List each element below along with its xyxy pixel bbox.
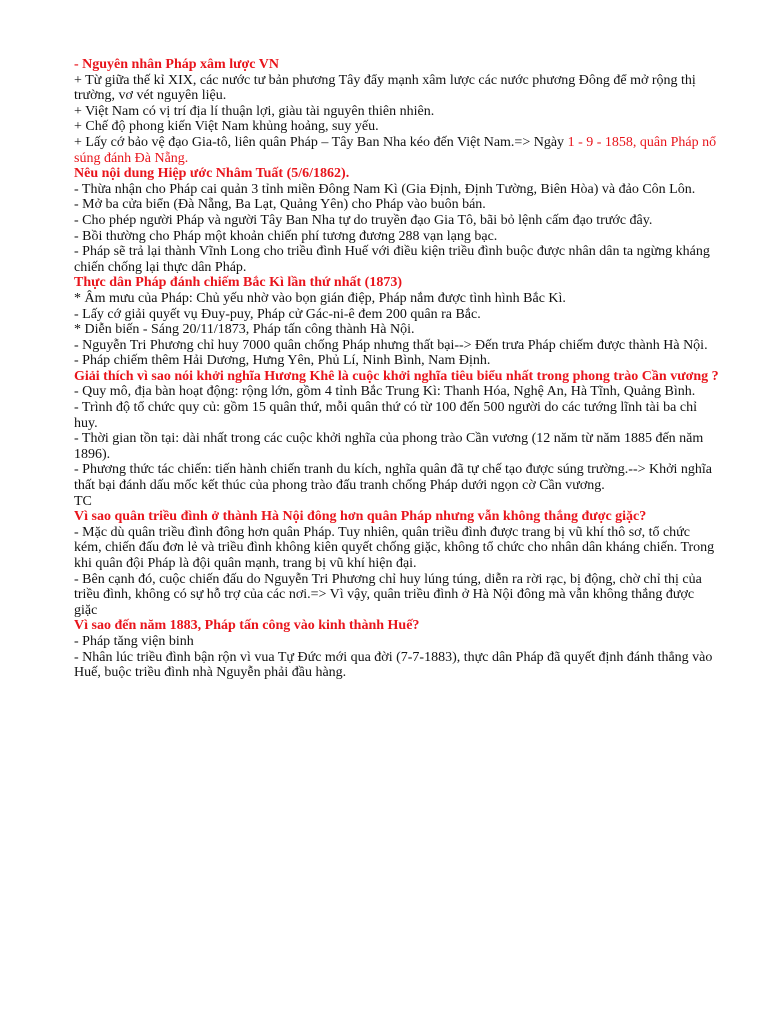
paragraph: - Nhân lúc triều đình bận rộn vì vua Tự Đức mới qua đời (7-7-1883), thực dân Pháp đã quyết định đánh thẳng vào Huế, buộc triều đình nhà Nguyễn phải đầu hàng. <box>74 649 713 681</box>
paragraph: * Âm mưu của Pháp: Chủ yếu nhờ vào bọn gián điệp, Pháp nắm được tình hình Bắc Kì. <box>74 290 566 306</box>
paragraph: - Phương thức tác chiến: tiến hành chiến tranh du kích, nghĩa quân đã tự chế tạo được súng trường.--> Khởi nghĩa thất bại đánh dấu mốc kết thúc của phong trào đấu tranh chống Pháp dưới ngọn cờ Cần vương. <box>74 462 713 494</box>
section-heading-hanoi-defeat: Vì sao quân triều đình ở thành Hà Nội đông hơn quân Pháp nhưng vẫn không thắng được giặc? <box>74 509 647 525</box>
paragraph: - Thời gian tồn tại: dài nhất trong các cuộc khởi nghĩa của phong trào Cần vương (12 năm từ năm 1885 đến năm 1896). <box>74 431 704 462</box>
section-heading-causes: - Nguyên nhân Pháp xâm lược VN <box>74 57 279 72</box>
paragraph: - Pháp sẽ trả lại thành Vĩnh Long cho triều đình Huế với điều kiện triều đình buộc được nhân dân ta ngừng kháng chiến chống lại thực dân Pháp. <box>74 244 710 275</box>
section-heading-tonkin-1873: Thực dân Pháp đánh chiếm Bắc Kì lần thứ nhất (1873) <box>74 275 402 291</box>
paragraph: - Trình độ tổ chức quy củ: gồm 15 quân thứ, mỗi quân thứ có từ 100 đến 500 người do các tướng lĩnh tài ba chỉ huy. <box>74 400 697 431</box>
paragraph: - Mở ba cửa biển (Đà Nẵng, Ba Lạt, Quảng Yên) cho Pháp vào buôn bán. <box>74 197 486 213</box>
section-heading-hue-1883: Vì sao đến năm 1883, Pháp tấn công vào kinh thành Huế? <box>74 618 420 634</box>
paragraph-text: + Lấy cớ bảo vệ đạo Gia-tô, liên quân Pháp – Tây Ban Nha kéo đến Việt Nam.=> Ngày <box>74 134 568 150</box>
paragraph: - Pháp tăng viện binh <box>74 633 194 649</box>
paragraph: + Việt Nam có vị trí địa lí thuận lợi, giàu tài nguyên thiên nhiên. <box>74 103 435 119</box>
paragraph: - Nguyễn Tri Phương chỉ huy 7000 quân chống Pháp nhưng thất bại--> Đến trưa Pháp chiếm được thành Hà Nội. <box>74 337 708 353</box>
section-heading-treaty-1862: Nêu nội dung Hiệp ước Nhâm Tuất (5/6/1862). <box>74 166 350 182</box>
paragraph: - Quy mô, địa bàn hoạt động: rộng lớn, gồm 4 tỉnh Bắc Trung Kì: Thanh Hóa, Nghệ An, Hà Tĩnh, Quảng Bình. <box>74 384 696 400</box>
section-heading-huong-khe: Giải thích vì sao nói khởi nghĩa Hương Khê là cuộc khởi nghĩa tiêu biểu nhất trong phong trào Cần vương ? <box>74 368 719 384</box>
paragraph: - Bồi thường cho Pháp một khoản chiến phí tương đương 288 vạn lạng bạc. <box>74 228 498 244</box>
paragraph: - Thừa nhận cho Pháp cai quản 3 tỉnh miền Đông Nam Kì (Gia Định, Định Tường, Biên Hòa) và đảo Côn Lôn. <box>74 181 696 197</box>
paragraph: + Từ giữa thế kỉ XIX, các nước tư bản phương Tây đẩy mạnh xâm lược các nước phương Đông để mở rộng thị trường, vơ vét nguyên liệu. <box>74 72 696 104</box>
paragraph-with-date <box>74 135 720 166</box>
paragraph: * Diễn biến - Sáng 20/11/1873, Pháp tấn công thành Hà Nội. <box>74 322 415 338</box>
paragraph: - Cho phép người Pháp và người Tây Ban Nha tự do truyền đạo Gia Tô, bãi bỏ lệnh cấm đạo trước đây. <box>74 212 653 228</box>
paragraph: - Mặc dù quân triều đình đông hơn quân Pháp. Tuy nhiên, quân triều đình được trang bị vũ khí thô sơ, tổ chức kém, chiến đấu đơn lẻ và triều đình không kiên quyết chống giặc, không tổ chức cho nhân dân kháng chiến. Trong khi quân đội Pháp là đội quân mạnh, trang bị vũ khí hiện đại. <box>74 524 715 571</box>
paragraph: - Lấy cớ giải quyết vụ Đuy-puy, Pháp cử Gác-ni-ê đem 200 quân ra Bắc. <box>74 306 481 322</box>
document-page <box>74 57 720 681</box>
paragraph: + Chế độ phong kiến Việt Nam khủng hoảng, suy yếu. <box>74 119 379 135</box>
paragraph: - Bên cạnh đó, cuộc chiến đấu do Nguyễn Tri Phương chỉ huy lúng túng, diễn ra rời rạc, bị động, chờ chỉ thị của triều đình, không có sự hỗ trợ của các nơi.=> Vì vậy, quân triều đình ở Hà Nội đông mà vẫn không thắng được giặc <box>74 571 702 618</box>
highlighted-date-text: 1 - 9 - 1858, quân Pháp nổ súng đánh Đà Nẵng. <box>74 134 717 166</box>
paragraph: - Pháp chiếm thêm Hải Dương, Hưng Yên, Phủ Lí, Ninh Bình, Nam Định. <box>74 353 491 369</box>
paragraph: TC <box>74 493 92 509</box>
